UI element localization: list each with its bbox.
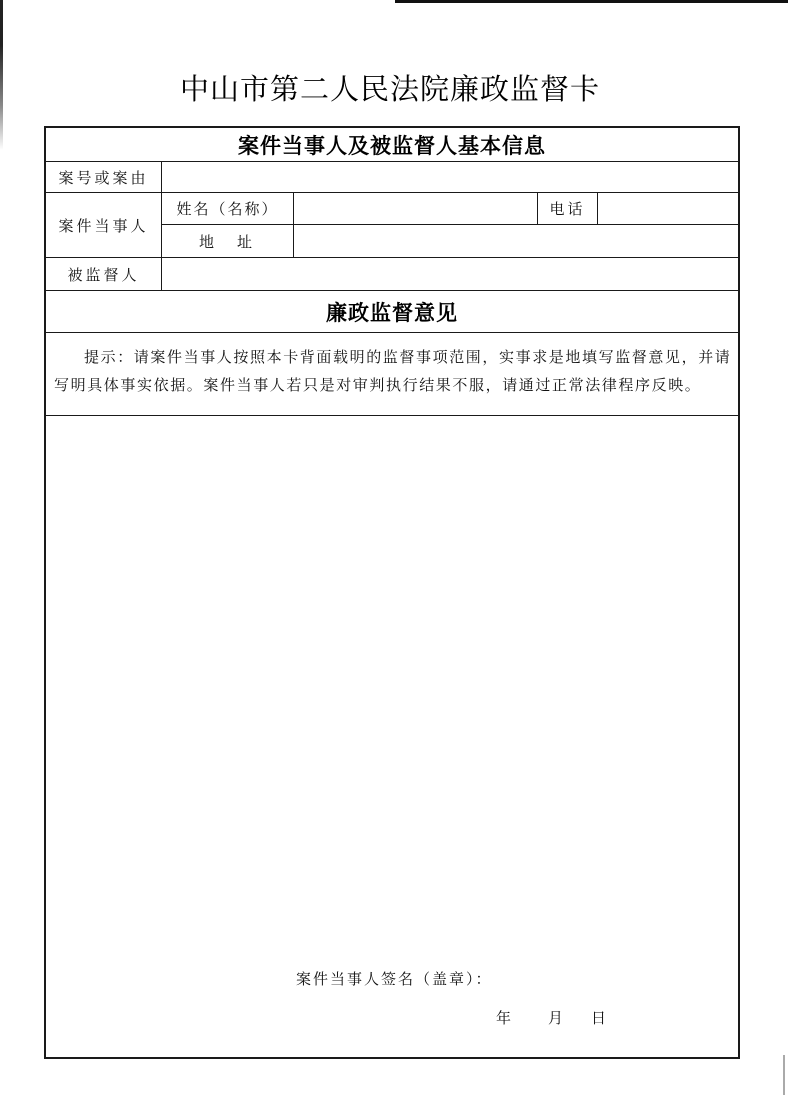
scan-edge-right: [783, 1055, 785, 1095]
date-year-label: 年: [496, 1009, 512, 1027]
document-title: 中山市第二人民法院廉政监督卡: [179, 72, 600, 107]
basic-info-title: 案件当事人及被监督人基本信息: [238, 133, 546, 158]
case-number-row: [46, 162, 738, 193]
address-label: 地 址: [162, 225, 294, 257]
date-day-label: 日: [591, 1009, 607, 1027]
date-line: [496, 1007, 606, 1028]
scan-edge-top: [395, 0, 788, 3]
supervision-card: [44, 126, 740, 1059]
signature-line: [296, 968, 493, 989]
supervised-row: [46, 258, 738, 291]
signature-label: 案件当事人签名（盖章）：: [296, 970, 493, 988]
case-number-label: 案号或案由: [46, 162, 162, 192]
phone-label: 电话: [538, 193, 598, 224]
party-name-row: [162, 193, 738, 225]
hint-row: [46, 333, 738, 416]
opinion-header: [46, 291, 738, 333]
case-number-field[interactable]: [162, 162, 738, 192]
basic-info-header: [46, 128, 738, 162]
party-address-row: [162, 225, 738, 258]
name-label: 姓名（名称）: [162, 193, 294, 224]
party-label: 案件当事人: [46, 193, 162, 258]
address-field[interactable]: [294, 225, 738, 257]
opinion-title: 廉政监督意见: [326, 300, 458, 325]
hint-text: 提示：请案件当事人按照本卡背面载明的监督事项范围，实事求是地填写监督意见，并请写明具体事实依据。案件当事人若只是对审判执行结果不服，请通过正常法律程序反映。: [54, 348, 732, 394]
date-month-label: 月: [548, 1009, 564, 1027]
name-field[interactable]: [294, 193, 538, 224]
phone-field[interactable]: [598, 193, 738, 224]
supervised-label: 被监督人: [46, 258, 162, 290]
opinion-body-field[interactable]: [46, 416, 738, 956]
supervised-field[interactable]: [162, 258, 738, 290]
